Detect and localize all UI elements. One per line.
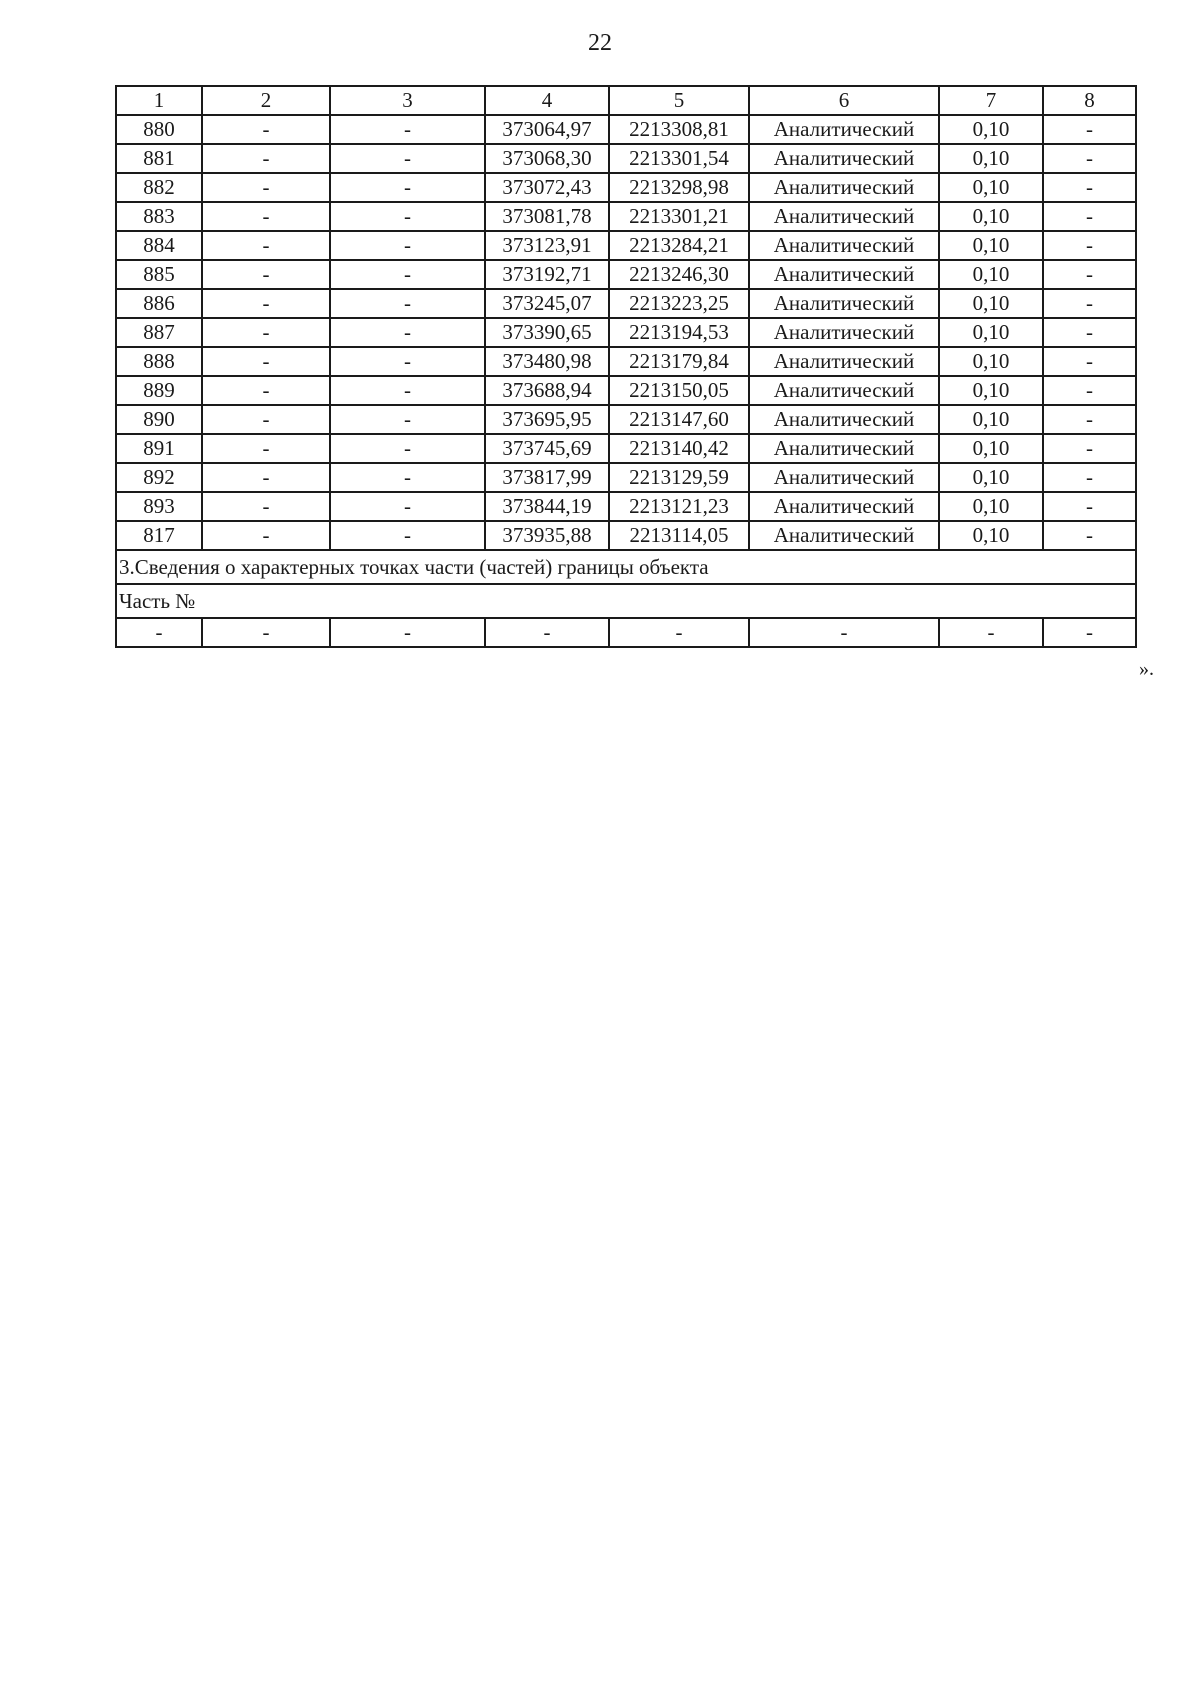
cell-col-8: - [1043, 115, 1136, 144]
cell-col-8: - [1043, 376, 1136, 405]
cell-accuracy: 0,10 [939, 231, 1043, 260]
cell-point-number: 881 [116, 144, 202, 173]
cell-col-2: - [202, 289, 330, 318]
cell-coord-y: 2213150,05 [609, 376, 749, 405]
cell-col-8: - [1043, 231, 1136, 260]
cell-col-8: - [1043, 521, 1136, 550]
table-row [116, 289, 1136, 318]
cell-method: Аналитический [749, 521, 939, 550]
cell-col-3: - [330, 260, 485, 289]
cell-col-2: - [202, 318, 330, 347]
table-row [116, 260, 1136, 289]
cell-coord-y: - [609, 618, 749, 647]
section-title: 3.Сведения о характерных точках части (частей) границы объекта [116, 550, 1136, 584]
cell-col-3: - [330, 318, 485, 347]
cell-col-2: - [202, 115, 330, 144]
cell-coord-x: 373390,65 [485, 318, 609, 347]
cell-point-number: 885 [116, 260, 202, 289]
table-body [116, 86, 1136, 647]
coordinates-table [115, 85, 1137, 648]
cell-method: Аналитический [749, 492, 939, 521]
cell-accuracy: 0,10 [939, 492, 1043, 521]
cell-coord-x: 373688,94 [485, 376, 609, 405]
cell-col-3: - [330, 434, 485, 463]
cell-coord-x: 373068,30 [485, 144, 609, 173]
cell-point-number: 886 [116, 289, 202, 318]
cell-col-8: - [1043, 492, 1136, 521]
cell-method: Аналитический [749, 289, 939, 318]
cell-point-number: 817 [116, 521, 202, 550]
cell-coord-y: 2213284,21 [609, 231, 749, 260]
cell-accuracy: 0,10 [939, 318, 1043, 347]
cell-method: Аналитический [749, 376, 939, 405]
cell-method: Аналитический [749, 434, 939, 463]
cell-point-number: 880 [116, 115, 202, 144]
cell-coord-y: 2213301,21 [609, 202, 749, 231]
cell-coord-y: 2213223,25 [609, 289, 749, 318]
cell-point-number: 883 [116, 202, 202, 231]
cell-accuracy: 0,10 [939, 260, 1043, 289]
cell-coord-y: 2213194,53 [609, 318, 749, 347]
cell-method: Аналитический [749, 144, 939, 173]
cell-accuracy: 0,10 [939, 202, 1043, 231]
closing-quote: ». [1139, 658, 1154, 680]
cell-col-8: - [1043, 202, 1136, 231]
cell-method: Аналитический [749, 347, 939, 376]
cell-col-3: - [330, 115, 485, 144]
cell-col-2: - [202, 405, 330, 434]
table-row [116, 492, 1136, 521]
cell-col-2: - [202, 434, 330, 463]
cell-method: Аналитический [749, 463, 939, 492]
cell-coord-x: 373935,88 [485, 521, 609, 550]
cell-col-8: - [1043, 289, 1136, 318]
cell-col-2: - [202, 260, 330, 289]
table-row [116, 521, 1136, 550]
cell-coord-x: 373081,78 [485, 202, 609, 231]
cell-coord-x: - [485, 618, 609, 647]
cell-col-3: - [330, 289, 485, 318]
section-title-row [116, 550, 1136, 584]
cell-coord-x: 373480,98 [485, 347, 609, 376]
cell-coord-x: 373844,19 [485, 492, 609, 521]
part-label: Часть № [116, 584, 1136, 618]
cell-col-2: - [202, 202, 330, 231]
table-row [116, 115, 1136, 144]
cell-accuracy: - [939, 618, 1043, 647]
cell-col-2: - [202, 521, 330, 550]
cell-point-number: 889 [116, 376, 202, 405]
table-row [116, 463, 1136, 492]
cell-col-8: - [1043, 618, 1136, 647]
cell-col-8: 8 [1043, 86, 1136, 115]
cell-accuracy: 0,10 [939, 144, 1043, 173]
cell-col-3: - [330, 405, 485, 434]
cell-col-3: - [330, 202, 485, 231]
cell-col-8: - [1043, 318, 1136, 347]
cell-coord-x: 373695,95 [485, 405, 609, 434]
cell-accuracy: 0,10 [939, 405, 1043, 434]
cell-method: Аналитический [749, 231, 939, 260]
cell-col-3: - [330, 231, 485, 260]
table-row [116, 231, 1136, 260]
cell-col-3: - [330, 347, 485, 376]
cell-point-number: - [116, 618, 202, 647]
cell-coord-x: 373745,69 [485, 434, 609, 463]
cell-coord-x: 373123,91 [485, 231, 609, 260]
cell-col-3: - [330, 618, 485, 647]
cell-col-8: - [1043, 434, 1136, 463]
cell-point-number: 888 [116, 347, 202, 376]
cell-col-8: - [1043, 463, 1136, 492]
cell-method: Аналитический [749, 405, 939, 434]
cell-method: Аналитический [749, 260, 939, 289]
table-row [116, 434, 1136, 463]
cell-col-3: 3 [330, 86, 485, 115]
cell-col-3: - [330, 144, 485, 173]
cell-col-2: - [202, 492, 330, 521]
cell-method: - [749, 618, 939, 647]
cell-point-number: 892 [116, 463, 202, 492]
cell-col-2: - [202, 376, 330, 405]
table-row [116, 202, 1136, 231]
cell-method: Аналитический [749, 115, 939, 144]
cell-col-3: - [330, 173, 485, 202]
cell-accuracy: 0,10 [939, 521, 1043, 550]
cell-method: Аналитический [749, 318, 939, 347]
cell-coord-y: 2213114,05 [609, 521, 749, 550]
cell-coord-x: 373817,99 [485, 463, 609, 492]
cell-coord-x: 4 [485, 86, 609, 115]
cell-accuracy: 0,10 [939, 347, 1043, 376]
cell-point-number: 1 [116, 86, 202, 115]
cell-col-2: - [202, 618, 330, 647]
cell-coord-y: 2213129,59 [609, 463, 749, 492]
cell-coord-y: 2213308,81 [609, 115, 749, 144]
cell-col-2: 2 [202, 86, 330, 115]
cell-col-8: - [1043, 260, 1136, 289]
header-row [116, 86, 1136, 115]
cell-point-number: 884 [116, 231, 202, 260]
cell-accuracy: 0,10 [939, 376, 1043, 405]
empty-row [116, 618, 1136, 647]
cell-accuracy: 0,10 [939, 289, 1043, 318]
part-label-row [116, 584, 1136, 618]
cell-col-8: - [1043, 173, 1136, 202]
cell-accuracy: 0,10 [939, 173, 1043, 202]
cell-coord-y: 5 [609, 86, 749, 115]
cell-method: Аналитический [749, 173, 939, 202]
cell-point-number: 890 [116, 405, 202, 434]
cell-coord-x: 373192,71 [485, 260, 609, 289]
cell-col-3: - [330, 492, 485, 521]
cell-col-2: - [202, 144, 330, 173]
cell-accuracy: 0,10 [939, 463, 1043, 492]
table-row [116, 173, 1136, 202]
cell-coord-y: 2213298,98 [609, 173, 749, 202]
cell-col-3: - [330, 376, 485, 405]
cell-point-number: 891 [116, 434, 202, 463]
cell-col-8: - [1043, 144, 1136, 173]
cell-coord-x: 373072,43 [485, 173, 609, 202]
cell-col-2: - [202, 173, 330, 202]
table-row [116, 144, 1136, 173]
cell-col-8: - [1043, 347, 1136, 376]
cell-coord-y: 2213301,54 [609, 144, 749, 173]
cell-coord-x: 373064,97 [485, 115, 609, 144]
cell-col-3: - [330, 521, 485, 550]
cell-coord-y: 2213179,84 [609, 347, 749, 376]
table-row [116, 376, 1136, 405]
coordinates-table-container [115, 85, 1137, 648]
cell-col-8: - [1043, 405, 1136, 434]
cell-coord-y: 2213140,42 [609, 434, 749, 463]
cell-coord-y: 2213246,30 [609, 260, 749, 289]
table-row [116, 347, 1136, 376]
cell-col-2: - [202, 347, 330, 376]
cell-accuracy: 0,10 [939, 434, 1043, 463]
cell-col-2: - [202, 231, 330, 260]
cell-coord-y: 2213147,60 [609, 405, 749, 434]
table-row [116, 318, 1136, 347]
cell-coord-x: 373245,07 [485, 289, 609, 318]
cell-accuracy: 0,10 [939, 115, 1043, 144]
table-row [116, 405, 1136, 434]
cell-accuracy: 7 [939, 86, 1043, 115]
page-number: 22 [588, 30, 612, 56]
cell-col-3: - [330, 463, 485, 492]
cell-method: 6 [749, 86, 939, 115]
cell-point-number: 882 [116, 173, 202, 202]
cell-coord-y: 2213121,23 [609, 492, 749, 521]
cell-point-number: 893 [116, 492, 202, 521]
cell-point-number: 887 [116, 318, 202, 347]
cell-col-2: - [202, 463, 330, 492]
cell-method: Аналитический [749, 202, 939, 231]
